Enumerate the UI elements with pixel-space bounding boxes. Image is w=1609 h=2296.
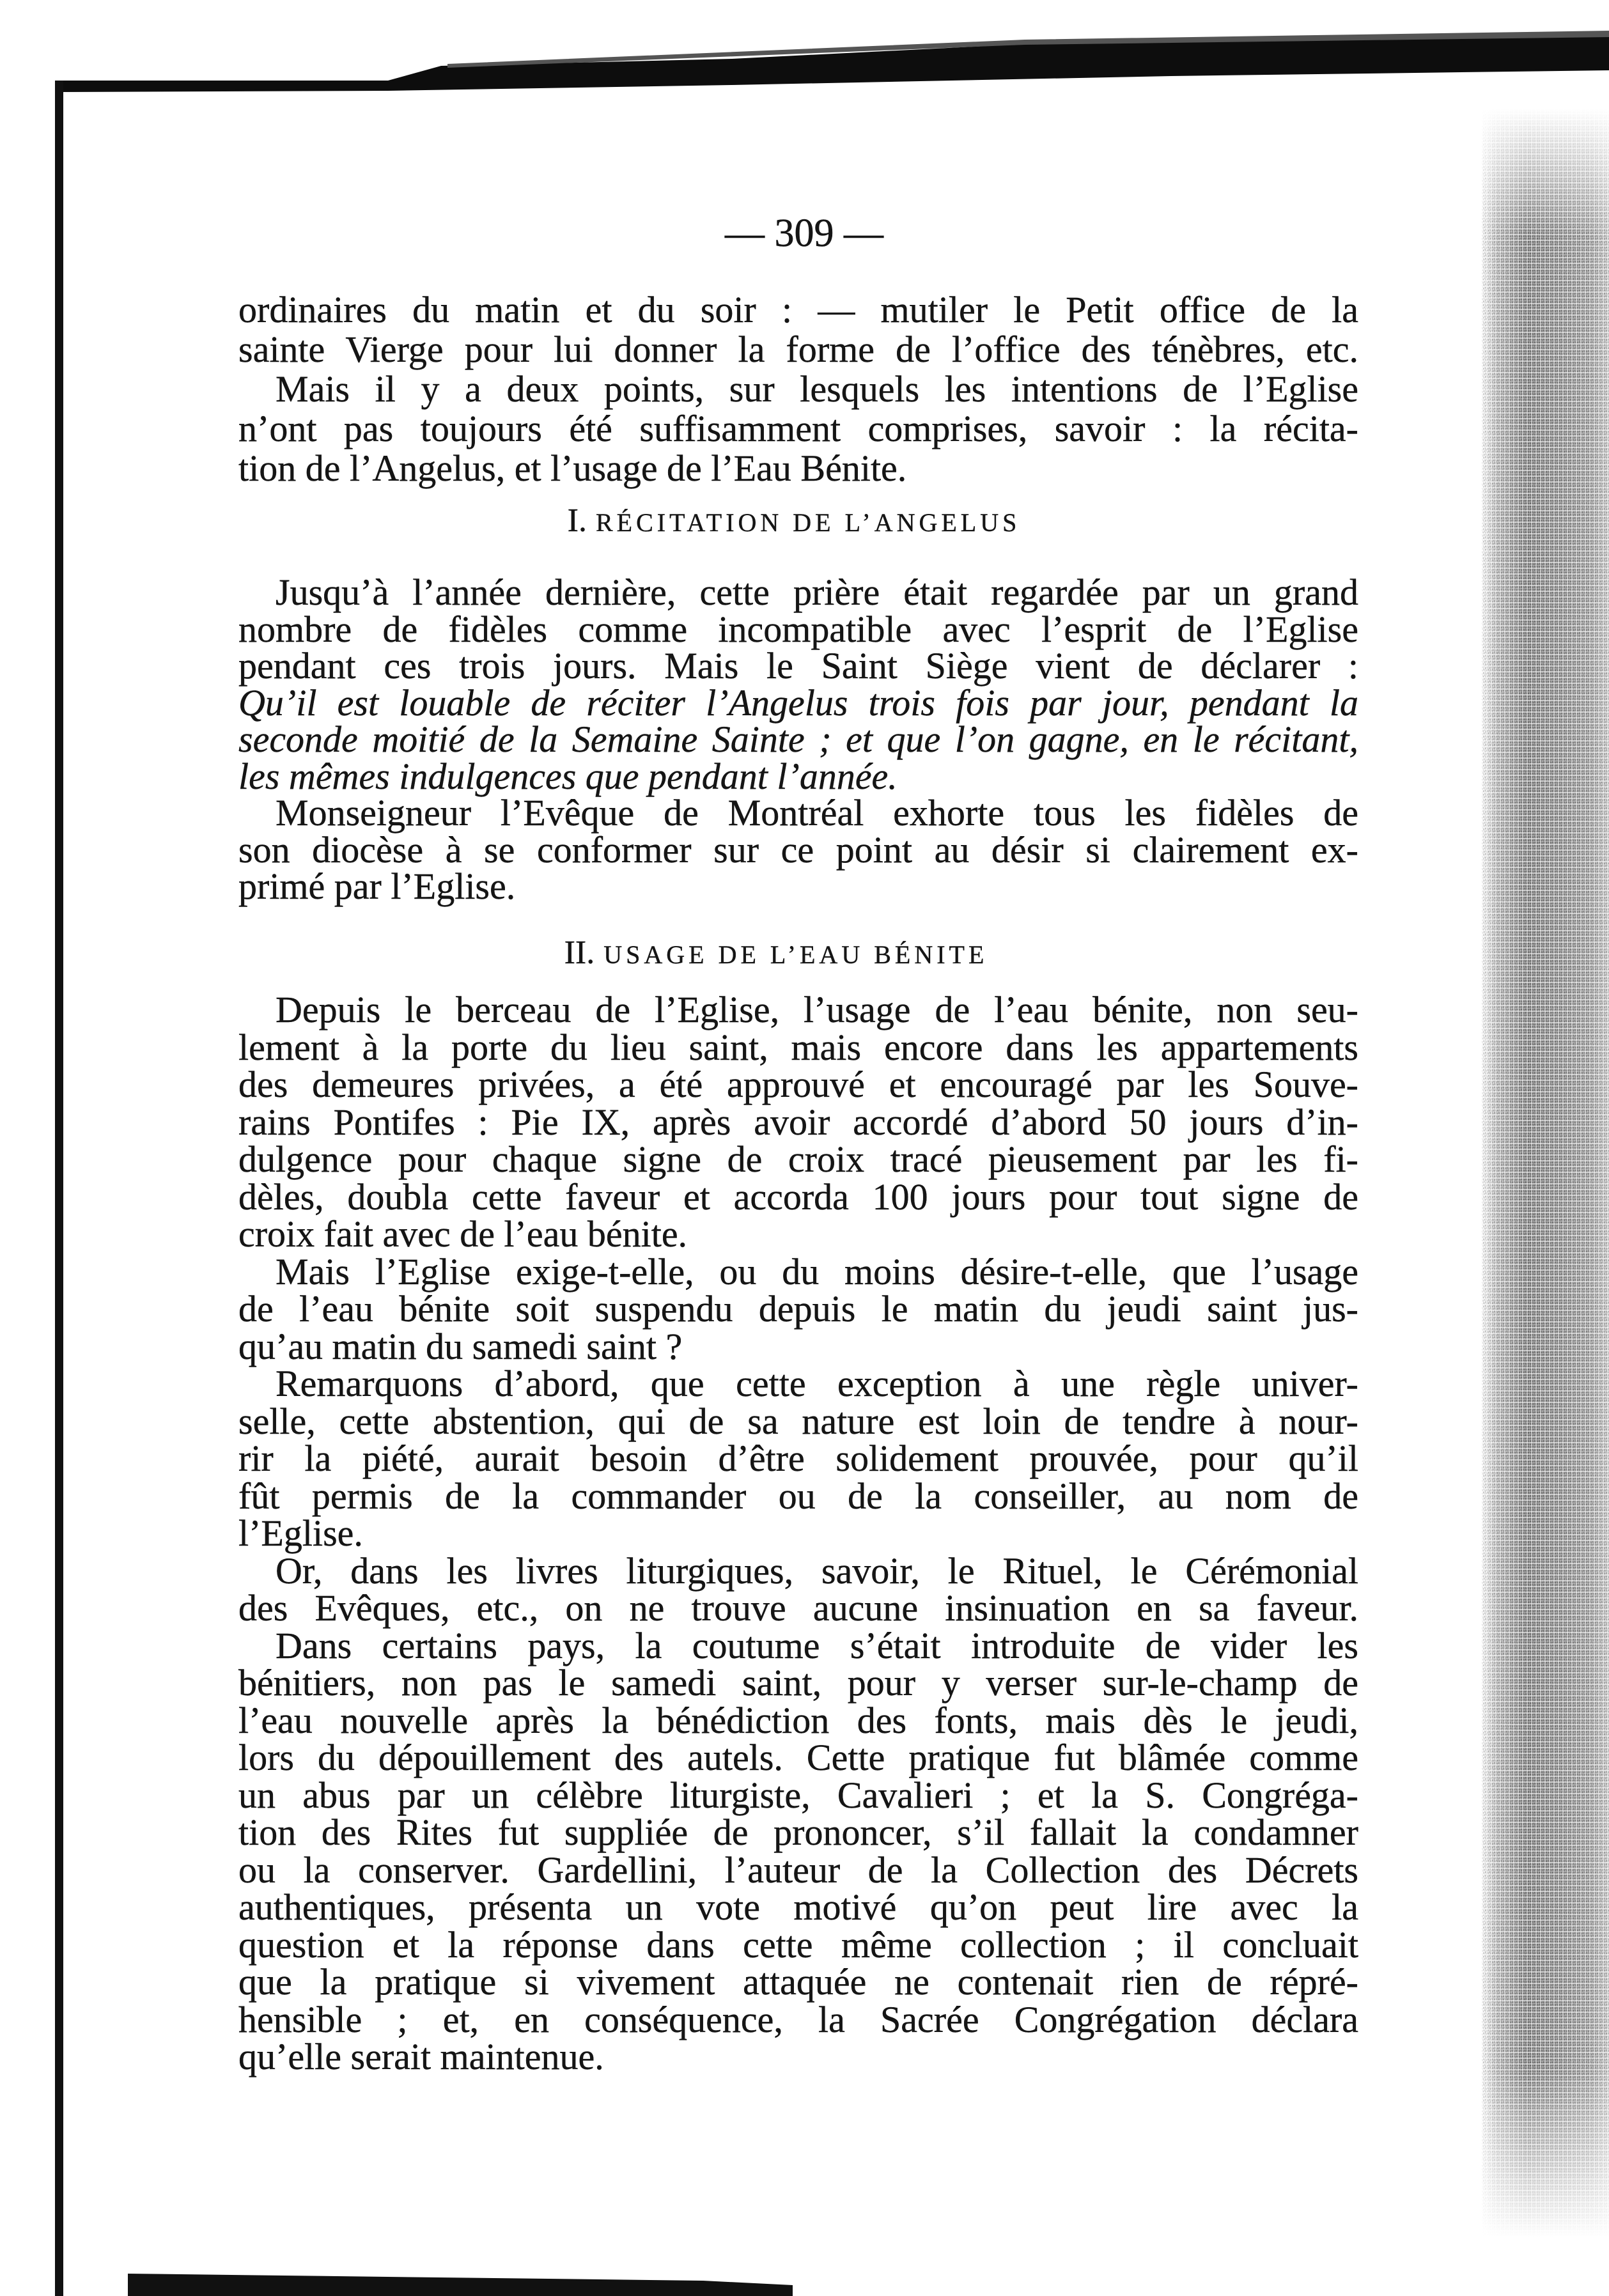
scan-border-bottom — [0, 2263, 831, 2296]
text-line: authentiques, présenta un vote motivé qu’on peut lire avec la — [238, 1886, 1358, 1928]
section-body — [238, 571, 1358, 907]
quote-line: les mêmes indulgences que pendant l’année. — [238, 755, 898, 797]
paragraph — [238, 1365, 1358, 1553]
scan-border-left — [55, 81, 63, 2296]
paragraph — [238, 571, 1358, 797]
quote-line: Qu’il est louable de réciter l’Angelus trois fois par jour, pendant la — [238, 681, 1358, 724]
text-line: tion des Rites fut suppliée de prononcer, s’il fallait la condamner — [238, 1811, 1358, 1853]
text-line: un abus par un célèbre liturgiste, Cavalieri ; et la S. Congréga- — [238, 1774, 1358, 1816]
paragraph — [238, 290, 1358, 369]
scan-border-top-band — [59, 36, 1609, 92]
paragraph — [238, 369, 1358, 488]
text-line: des demeures privées, a été approuvé et encouragé par les Souve- — [238, 1064, 1358, 1105]
text-line: dèles, doubla cette faveur et accorda 100 jours pour tout signe de — [238, 1175, 1358, 1218]
paragraph — [238, 792, 1358, 907]
text-line: Mais l’Eglise exige-t-elle, ou du moins désire-t-elle, que l’usage — [276, 1250, 1358, 1292]
section-title: RÉCITATION DE L’ANGELUS — [595, 508, 1021, 537]
text-line: lors du dépouillement des autels. Cette pratique fut blâmée comme — [238, 1737, 1358, 1778]
text-line: fût permis de la commander ou de la conseiller, au nom de — [238, 1475, 1358, 1517]
text-line: que la pratique si vivement attaquée ne contenait rien de répré- — [238, 1961, 1358, 2003]
text-line: qu’au matin du samedi saint ? — [238, 1325, 683, 1367]
text-line: question et la réponse dans cette même collection ; il concluait — [238, 1923, 1358, 1966]
text-line: de l’eau bénite soit suspendu depuis le matin du jeudi saint jus- — [238, 1288, 1358, 1330]
page-number: — 309 — — [725, 212, 883, 255]
text-line: sainte Vierge pour lui donner la forme de l’office des ténèbres, etc. — [238, 329, 1358, 370]
text-line: Depuis le berceau de l’Eglise, l’usage de l’eau bénite, non seu- — [276, 989, 1358, 1030]
text-line: l’eau nouvelle après la bénédiction des fonts, mais dès le jeudi, — [238, 1699, 1358, 1741]
text-line: rains Pontifes : Pie IX, après avoir accordé d’abord 50 jours d’in- — [238, 1101, 1358, 1143]
text-line: ordinaires du matin et du soir : — mutiler le Petit office de la — [238, 289, 1358, 330]
text-line: primé par l’Eglise. — [238, 865, 516, 907]
scan-border-bottom-band — [128, 2274, 793, 2296]
text-line: lement à la porte du lieu saint, mais encore dans les appartements — [238, 1026, 1358, 1068]
text-line: qu’elle serait maintenue. — [238, 2036, 604, 2077]
text-line: hensible ; et, en conséquence, la Sacrée Congrégation déclara — [238, 1998, 1358, 2040]
paragraph — [238, 1624, 1358, 2077]
section-number: II. — [564, 935, 595, 971]
section-heading — [234, 502, 1354, 540]
text-line: croix fait avec de l’eau bénite. — [238, 1213, 688, 1255]
text-line: pendant ces trois jours. Mais le Saint Siège vient de déclarer : — [238, 645, 1358, 686]
scan-noise-right — [1482, 109, 1609, 2237]
text-line: Dans certains pays, la coutume s’était introduite de vider les — [276, 1624, 1358, 1666]
paragraph — [238, 991, 1358, 1253]
text-line: Mais il y a deux points, sur lesquels les intentions de l’Eglise — [276, 368, 1358, 410]
text-line: son diocèse à se conformer sur ce point au désir si clairement ex- — [238, 828, 1358, 871]
paragraph — [238, 1549, 1358, 1629]
text-line: nombre de fidèles comme incompatible avec l’esprit de l’Eglise — [238, 608, 1358, 650]
text-line: Remarquons d’abord, que cette exception à une règle univer- — [276, 1363, 1358, 1404]
text-line: Jusqu’à l’année dernière, cette prière était regardée par un grand — [276, 571, 1358, 613]
text-line: ou la conserver. Gardellini, l’auteur de la Collection des Décrets — [238, 1849, 1358, 1891]
section-number: I. — [567, 502, 587, 539]
text-line: Or, dans les livres liturgiques, savoir, le Rituel, le Cérémonial — [276, 1549, 1358, 1592]
paragraph — [238, 1250, 1358, 1367]
text-line: bénitiers, non pas le samedi saint, pour y verser sur-le-champ de — [238, 1662, 1358, 1703]
scan-border-top — [0, 0, 1609, 102]
text-line: des Evêques, etc., on ne trouve aucune insinuation en sa faveur. — [238, 1587, 1358, 1629]
text-line: Monseigneur l’Evêque de Montréal exhorte tous les fidèles de — [276, 792, 1358, 834]
text-line: l’Eglise. — [238, 1512, 363, 1554]
text-line: dulgence pour chaque signe de croix tracé pieusement par les fi- — [238, 1138, 1358, 1180]
section-title: USAGE DE L’EAU BÉNITE — [603, 940, 988, 969]
text-line: n’ont pas toujours été suffisamment comprises, savoir : la récita- — [238, 408, 1358, 449]
text-line: selle, cette abstention, qui de sa nature est loin de tendre à nour- — [238, 1400, 1358, 1442]
section-body — [238, 991, 1358, 2076]
intro-text — [238, 290, 1358, 488]
text-line: tion de l’Angelus, et l’usage de l’Eau Bénite. — [238, 447, 907, 489]
text-line: rir la piété, aurait besoin d’être solidement prouvée, pour qu’il — [238, 1438, 1358, 1479]
section-heading — [216, 934, 1336, 972]
quote-line: seconde moitié de la Semaine Sainte ; et que l’on gagne, en le récitant, — [238, 718, 1358, 760]
